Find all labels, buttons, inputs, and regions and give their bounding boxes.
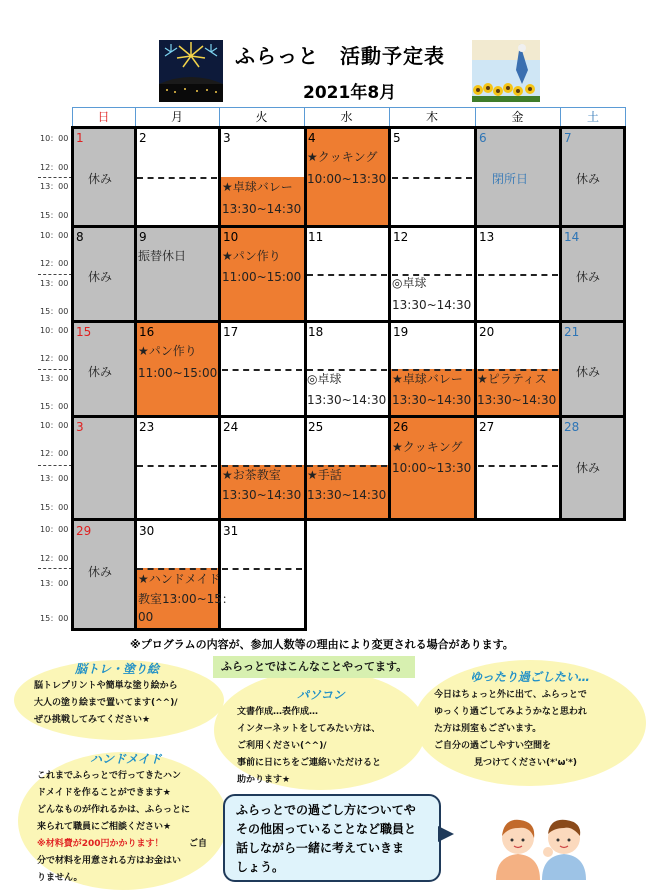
event-time: 13:30~14:30 bbox=[477, 393, 557, 407]
event-title: ◎卓球 bbox=[307, 372, 342, 386]
computer-line: 事前に日にちをご連絡いただけると bbox=[237, 758, 382, 768]
handmade-line: 来られて職員にご相談ください★ bbox=[37, 822, 172, 832]
consultation-line: その他困っていることなど職員と bbox=[236, 822, 417, 836]
weekday-wed: 水 bbox=[304, 107, 390, 127]
day-number: 23 bbox=[139, 420, 155, 434]
weekday-thu: 木 bbox=[389, 107, 476, 127]
event-time: 13:30~14:30 bbox=[392, 298, 472, 312]
relax-line: 見つけてください(*'ω'*) bbox=[474, 758, 577, 768]
day-number: 3 bbox=[76, 420, 84, 434]
event-time: 13:30~14:30 bbox=[307, 393, 387, 407]
event-title: ★卓球バレー bbox=[392, 372, 463, 386]
event-title: ★卓球バレー bbox=[222, 180, 293, 194]
computer-line: インターネットをしてみたい方は、 bbox=[237, 724, 381, 734]
consultation-line: 話しながら一緒に考えていきま bbox=[236, 841, 405, 855]
computer-heading: パソコン bbox=[297, 688, 345, 702]
event-time: 13:30~14:30 bbox=[222, 488, 302, 502]
cell-aug-9 bbox=[135, 226, 219, 321]
day-number: 15 bbox=[76, 325, 92, 339]
closed-label: 休み bbox=[576, 365, 601, 379]
event-title: ★クッキング bbox=[392, 440, 463, 454]
weekday-sun: 日 bbox=[72, 107, 136, 127]
day-number: 7 bbox=[564, 131, 572, 145]
weekday-mon: 月 bbox=[135, 107, 220, 127]
closed-label: 休み bbox=[576, 461, 601, 475]
event-time: 13:30~14:30 bbox=[392, 393, 472, 407]
day-number: 26 bbox=[393, 420, 409, 434]
handmade-line: ドメイドを作ることができます★ bbox=[37, 788, 171, 798]
event-title: 教室13:00~15： bbox=[138, 592, 234, 606]
closed-label: 休み bbox=[88, 565, 113, 579]
consultation-line: しょう。 bbox=[236, 860, 285, 874]
day-number: 5 bbox=[393, 131, 401, 145]
computer-line: 助かります★ bbox=[237, 775, 291, 785]
handmade-line: これまでふらっとで行ってきたハン bbox=[37, 771, 182, 781]
closed-label: 閉所日 bbox=[492, 172, 529, 186]
consultation-line: ふらっとでの過ごし方についてや bbox=[236, 803, 416, 817]
day-number: 31 bbox=[223, 524, 239, 538]
handmade-line: りません。 bbox=[37, 873, 83, 883]
day-number: 25 bbox=[308, 420, 324, 434]
event-title: ★ハンドメイド bbox=[138, 572, 221, 586]
event-title: ◎卓球 bbox=[392, 276, 427, 290]
event-time: 10:00~13:30 bbox=[307, 172, 387, 186]
event-title: ★クッキング bbox=[307, 150, 378, 164]
handmade-line: 分で材料を用意される方はお金はい bbox=[37, 856, 182, 866]
speech-tail bbox=[438, 826, 454, 842]
closed-label: 休み bbox=[576, 172, 601, 186]
relax-line: た方は別室もございます。 bbox=[434, 724, 542, 734]
handmade-line: ご自 bbox=[189, 839, 208, 849]
page-title: ふらっと 活動予定表 bbox=[235, 44, 445, 68]
event-title: ★お茶教室 bbox=[222, 468, 281, 482]
page-subtitle: 2021年8月 bbox=[303, 83, 397, 103]
day-number: 24 bbox=[223, 420, 239, 434]
day-number: 3 bbox=[223, 131, 231, 145]
relax-line: ご自分の過ごしやすい空間を bbox=[434, 741, 552, 751]
event-time: 10:00~13:30 bbox=[392, 461, 472, 475]
day-number: 13 bbox=[479, 230, 495, 244]
day-number: 14 bbox=[564, 230, 580, 244]
event-time: 13:30~14:30 bbox=[307, 488, 387, 502]
day-number: 17 bbox=[223, 325, 239, 339]
brain-training-heading: 脳トレ・塗り絵 bbox=[75, 662, 160, 676]
day-number: 8 bbox=[76, 230, 84, 244]
closed-label: 休み bbox=[88, 365, 113, 379]
event-title: ★ピラティス bbox=[477, 372, 547, 386]
staff-illustration bbox=[492, 812, 592, 880]
day-number: 30 bbox=[139, 524, 155, 538]
event-time: 11:00~15:00 bbox=[138, 366, 218, 380]
day-number: 4 bbox=[308, 131, 316, 145]
relax-line: 今日はちょっと外に出て、ふらっとで bbox=[434, 690, 587, 700]
closed-label: 休み bbox=[88, 172, 113, 186]
fireworks-image bbox=[159, 40, 223, 102]
closed-label: 休み bbox=[576, 270, 601, 284]
day-number: 12 bbox=[393, 230, 409, 244]
activities-banner: ふらっとではこんなことやってます。 bbox=[213, 656, 415, 678]
day-number: 27 bbox=[479, 420, 495, 434]
day-number: 11 bbox=[308, 230, 324, 244]
holiday-label: 振替休日 bbox=[138, 249, 187, 263]
event-title: 00 bbox=[138, 610, 154, 624]
day-number: 28 bbox=[564, 420, 580, 434]
sunflower-image bbox=[472, 40, 540, 102]
handmade-line: どんなものが作れるかは、ふらっとに bbox=[37, 805, 191, 815]
brain-training-line: ぜひ挑戦してみてください★ bbox=[34, 715, 151, 725]
day-number: 18 bbox=[308, 325, 324, 339]
event-title: ★パン作り bbox=[138, 344, 197, 358]
brain-training-line: 脳トレプリントや簡単な塗り絵から bbox=[34, 681, 178, 691]
day-number: 19 bbox=[393, 325, 409, 339]
event-time: 11:00~15:00 bbox=[222, 270, 302, 284]
computer-line: 文書作成…表作成… bbox=[237, 707, 319, 717]
footnote: ※プログラムの内容が、参加人数等の理由により変更される場合があります。 bbox=[130, 638, 514, 651]
day-number: 21 bbox=[564, 325, 580, 339]
event-time: 13:30~14:30 bbox=[222, 202, 302, 216]
weekday-tue: 火 bbox=[219, 107, 305, 127]
day-number: 9 bbox=[139, 230, 147, 244]
day-number: 2 bbox=[139, 131, 147, 145]
event-title: ★手話 bbox=[307, 468, 342, 482]
event-title: ★パン作り bbox=[222, 249, 281, 263]
weekday-fri: 金 bbox=[475, 107, 561, 127]
handmade-heading: ハンドメイド bbox=[90, 752, 162, 766]
day-number: 29 bbox=[76, 524, 92, 538]
handmade-fee-warning: ※材料費が200円かかります！ bbox=[37, 839, 164, 849]
day-number: 1 bbox=[76, 131, 84, 145]
computer-line: ご利用ください(^^)/ bbox=[237, 741, 327, 751]
weekday-sat: 土 bbox=[586, 110, 599, 124]
closed-label: 休み bbox=[88, 270, 113, 284]
day-number: 16 bbox=[139, 325, 155, 339]
day-number: 6 bbox=[479, 131, 487, 145]
relax-line: ゆっくり過ごしてみようかなと思われ bbox=[434, 707, 587, 717]
day-number: 20 bbox=[479, 325, 495, 339]
day-number: 10 bbox=[223, 230, 239, 244]
relax-heading: ゆったり過ごしたい… bbox=[470, 670, 590, 684]
brain-training-line: 大人の塗り絵まで置いてます(^^)/ bbox=[34, 698, 178, 708]
